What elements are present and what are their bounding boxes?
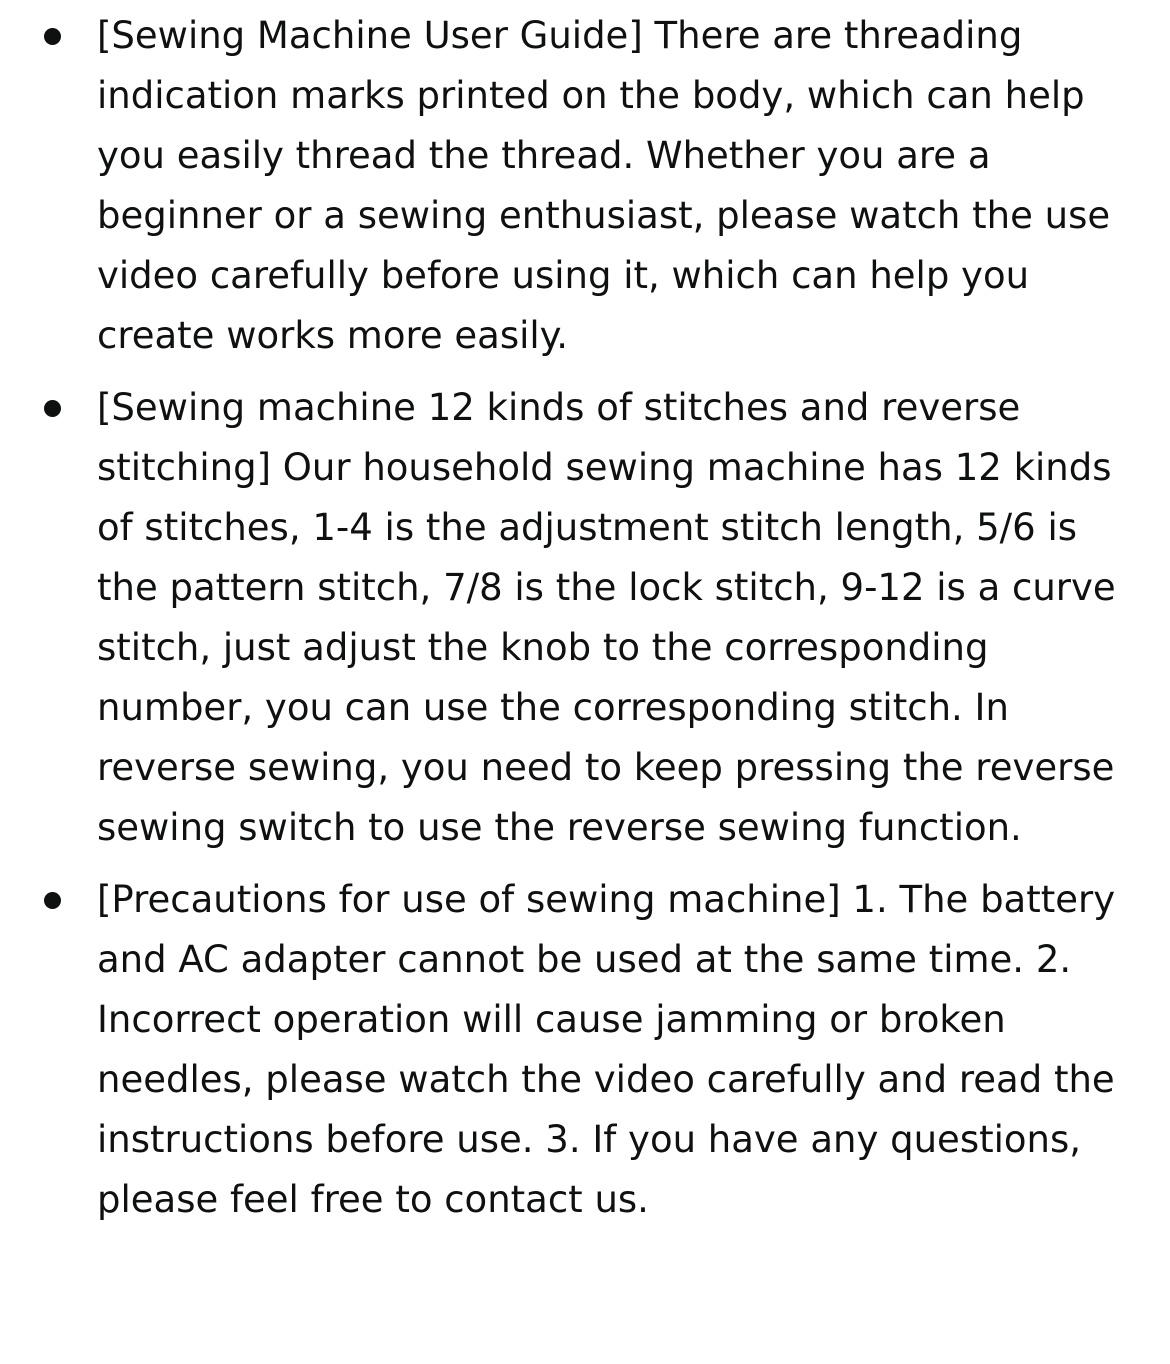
feature-bullet-list (0, 6, 1170, 1242)
bullet-item-precautions (0, 870, 1170, 1230)
bullet-item-stitches (0, 378, 1170, 858)
bullet-dot-icon (44, 892, 61, 909)
bullet-text: [Sewing machine 12 kinds of stitches and reverse stitching] Our household sewing machine has 12 kinds of stitches, 1-4 is the adjustment stitch length, 5/6 is the pattern stitch, 7/8 is the lock stitch, 9-12 is a curve stitch, just adjust the knob to the corresponding number, you can use the corresponding stitch. In reverse sewing, you need to keep pressing the reverse sewing switch to use the reverse sewing function. (97, 386, 1116, 849)
bullet-dot-icon (44, 400, 61, 417)
bullet-text: [Sewing Machine User Guide] There are threading indication marks printed on the body, which can help you easily thread the thread. Whether you are a beginner or a sewing enthusiast, please watch the use video carefully before using it, which can help you create works more easily. (97, 14, 1111, 357)
bullet-text: [Precautions for use of sewing machine] 1. The battery and AC adapter cannot be used at the same time. 2. Incorrect operation will cause jamming or broken needles, please watch the video carefully and read the instructions before use. 3. If you have any questions, please feel free to contact us. (97, 878, 1116, 1221)
bullet-dot-icon (44, 28, 61, 45)
bullet-item-user-guide (0, 6, 1170, 366)
